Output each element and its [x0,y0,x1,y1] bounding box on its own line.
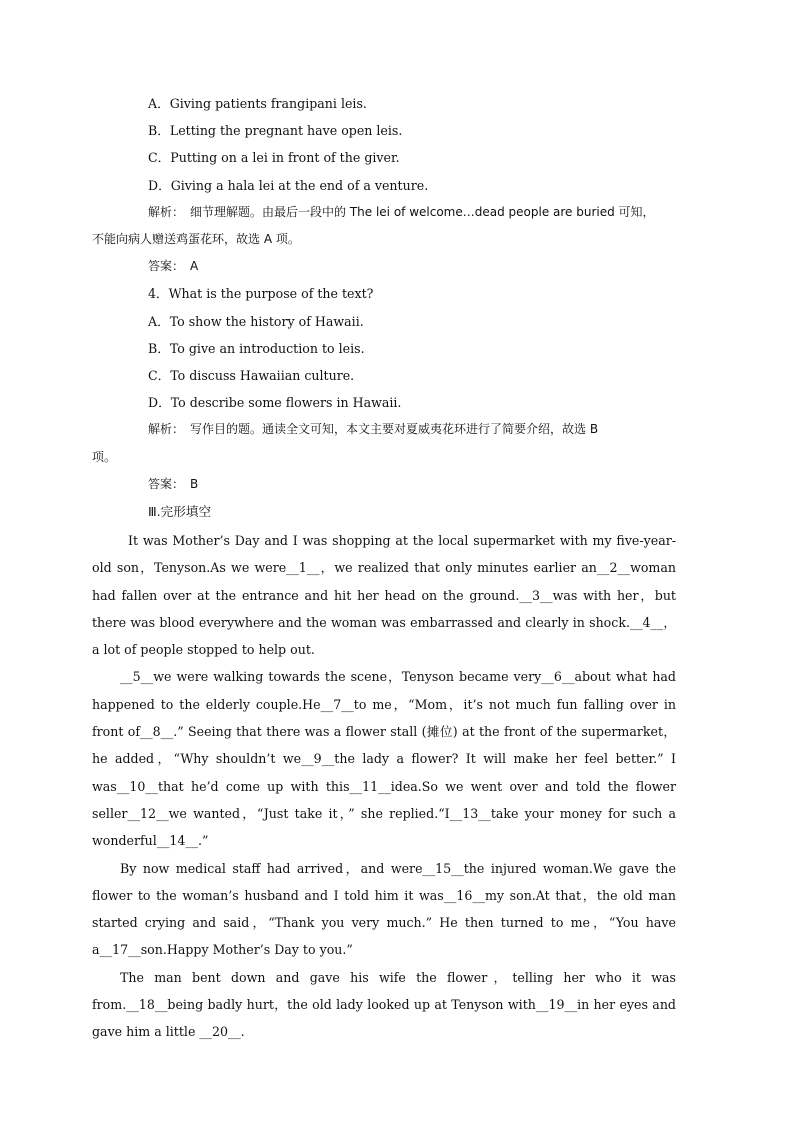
q4-option-b: B．To give an introduction to leis. [148,340,365,356]
document-page [92,90,676,525]
cloze-paragraph-2: __5__we were walking towards the scene，Tenyson became very__6__about what had happened to the elderly couple.He__7__to me，“Mom，it’s not much fun falling over in front of__8__.” Seeing that there was a flower stall (摊位) at the front of the supermarket，he added，“Why shouldn’t we__9__the lady a flower? It will make her feel better.” I was__10__that he’d come up with this__11__idea.So we went over and told the flower seller__12__we wanted，“Just take it，” she replied.“I__13__take your money for such a wonderful__14__.” [92,669,676,849]
q3-analysis-line2: 不能向病人赠送鸡蛋花环，故选 A 项。 [92,232,300,247]
q3-analysis-line1: 解析： 细节理解题。由最后一段中的 The lei of welcome…dead people are buried 可知， [148,204,655,219]
q4-analysis-line2: 项。 [92,449,117,464]
q4-option-c: C．To discuss Hawaiian culture. [148,368,355,384]
cloze-passage [92,527,676,1046]
cloze-paragraph-4: The man bent down and gave his wife the flower，telling her who it was from.__18__being badly hurt，the old lady looked up at Tenyson with__19__in her eyes and gave him a little __20__. [92,969,676,1040]
q4-option-d: D．To describe some flowers in Hawaii. [148,395,402,411]
cloze-paragraph-1: It was Mother’s Day and I was shopping at the local supermarket with my five-year-old son，Tenyson.As we were__1__，we realized that only minutes earlier an__2__woman had fallen over at the entrance and hit her head on the ground.__3__was with her，but there was blood everywhere and the woman was embarrassed and clearly in shock.__4__，a lot of people stopped to help out. [92,533,676,658]
cloze-paragraph-3: By now medical staff had arrived，and were__15__the injured woman.We gave the flower to the woman’s husband and I told him it was__16__my son.At that，the old man started crying and said，“Thank you very much.” He then turned to me，“You have a__17__son.Happy Mother’s Day to you.” [92,860,676,958]
q3-option-a: A．Giving patients frangipani leis. [148,96,367,111]
q3-answer: 答案： A [148,259,199,274]
q4-question: 4．What is the purpose of the text? [148,286,374,302]
q4-option-a: A．To show the history of Hawaii. [148,313,364,329]
q3-option-d: D．Giving a hala lei at the end of a venture. [148,177,429,193]
q3-option-c: C．Putting on a lei in front of the giver. [148,150,400,166]
q4-analysis-line1: 解析： 写作目的题。通读全文可知，本文主要对夏威夷花环进行了简要介绍，故选 B [148,422,599,437]
section-heading: Ⅲ.完形填空 [148,504,212,520]
q4-answer: 答案： B [148,476,199,491]
q3-option-b: B．Letting the pregnant have open leis. [148,123,403,139]
